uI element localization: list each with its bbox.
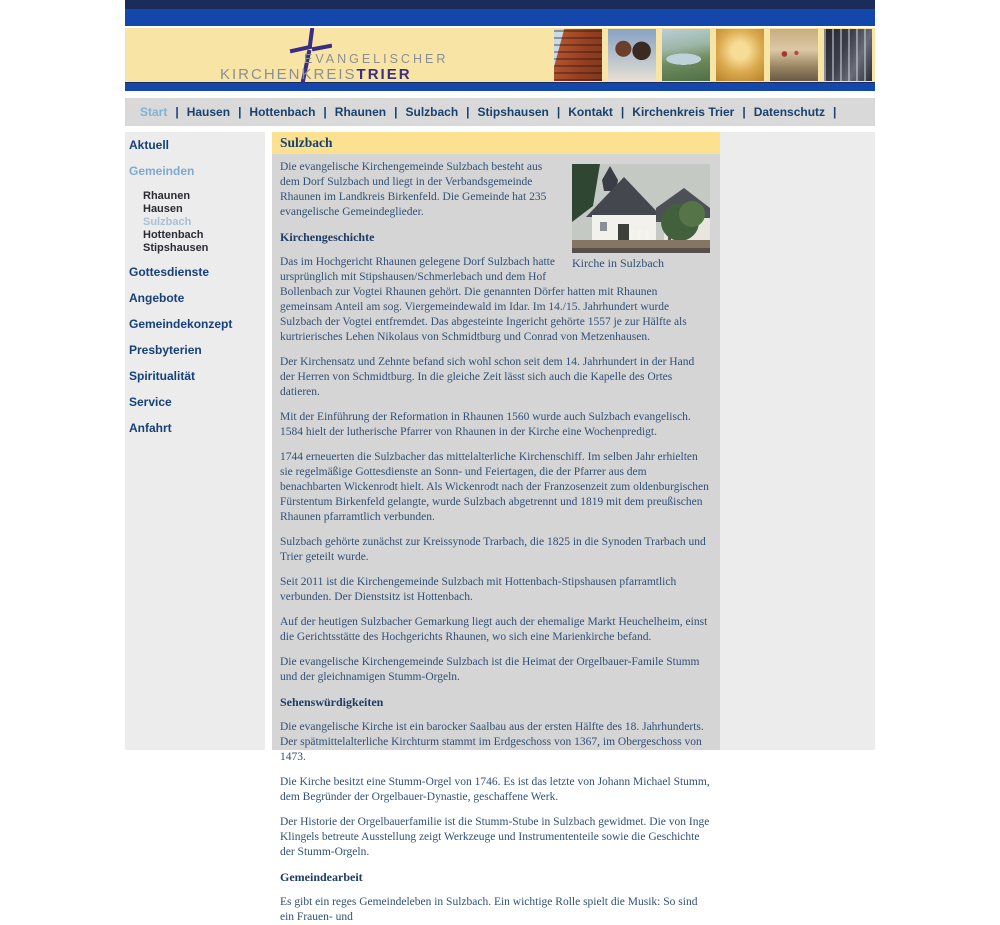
nav-separator: | bbox=[833, 105, 837, 119]
top-blue-bar bbox=[125, 9, 875, 26]
sidebar-item-service[interactable]: Service bbox=[129, 395, 172, 409]
nav-separator: | bbox=[394, 105, 398, 119]
section-heading-kirchengeschichte: Kirchengeschichte bbox=[280, 230, 375, 244]
paragraph-8: Auf der heutigen Sulzbacher Gemarkung liegt auch der ehemalige Markt Heuchelheim, einst die Gerichtsstätte des Hochgerichts Rhaunen, wo sich eine Marienkirche befand. bbox=[280, 616, 708, 643]
sidebar-item-anfahrt[interactable]: Anfahrt bbox=[129, 421, 172, 435]
sidebar-subitem-stipshausen[interactable]: Stipshausen bbox=[143, 242, 209, 254]
right-filler bbox=[720, 132, 875, 750]
sidebar bbox=[125, 132, 265, 750]
content-panel bbox=[272, 132, 720, 923]
sidebar-item-gemeindekonzept[interactable]: Gemeindekonzept bbox=[129, 317, 233, 331]
sidebar-submenu-gemeinden bbox=[143, 190, 265, 255]
nav-item-start[interactable]: Start bbox=[140, 105, 168, 119]
golden-fresco-photo bbox=[716, 29, 764, 81]
section-heading-sehensw-rdigkeiten: Sehenswürdigkeiten bbox=[280, 695, 384, 709]
church-photo-caption: Kirche in Sulzbach bbox=[572, 256, 664, 270]
paragraph-13: Der Historie der Orgelbauerfamilie ist die Stumm-Stube in Sulzbach gewidmet. Die von Inge Klingels betreute Ausstellung zeigt Werkzeuge und Instrumententeile sowie die Geschichte der Stumm-Orgeln. bbox=[280, 816, 710, 858]
nav-item-rhaunen[interactable]: Rhaunen bbox=[334, 105, 387, 119]
nav-separator: | bbox=[742, 105, 746, 119]
main-nav bbox=[125, 98, 875, 126]
nav-item-stipshausen[interactable]: Stipshausen bbox=[477, 105, 549, 119]
sidebar-item-aktuell[interactable]: Aktuell bbox=[129, 138, 170, 152]
header-photo-strip bbox=[554, 29, 872, 81]
brick-building-photo bbox=[554, 29, 602, 81]
paragraph-4: Mit der Einführung der Reformation in Rhaunen 1560 wurde auch Sulzbach evangelisch. 1584 hielt der lutherische Pfarrer von Rhaunen in der Kirche eine Wochenpredigt. bbox=[280, 411, 691, 438]
nav-separator: | bbox=[238, 105, 242, 119]
nav-separator: | bbox=[466, 105, 470, 119]
sidebar-item-angebote[interactable]: Angebote bbox=[129, 291, 185, 305]
sidebar-item-presbyterien[interactable]: Presbyterien bbox=[129, 343, 202, 357]
nav-item-hottenbach[interactable]: Hottenbach bbox=[249, 105, 316, 119]
sidebar-subitem-sulzbach[interactable]: Sulzbach bbox=[143, 216, 192, 228]
nav-separator: | bbox=[556, 105, 561, 119]
nav-item-datenschutz[interactable]: Datenschutz bbox=[753, 105, 826, 119]
nav-item-hausen[interactable]: Hausen bbox=[186, 105, 231, 119]
paragraph-7: Seit 2011 ist die Kirchengemeinde Sulzbach mit Hottenbach-Stipshausen pfarramtlich verbunden. Der Dienstsitz ist Hottenbach. bbox=[280, 576, 677, 603]
paragraph-5: 1744 erneuerten die Sulzbacher das mittelalterliche Kirchenschiff. Im selben Jahr erhielten sie regelmäßige Gottesdienste an Sonn- und Feiertagen, die der Pfarrer aus dem benachbarten Wickenrodt hielt. Als Wickenrodt nach der Franzosenzeit zum oldenburgischen Fürstentum Birkenfeld gelangte, wurde Sulzbach abgetrennt und 1819 mit dem preußischen Rhaunen pfarramtlich verbunden. bbox=[280, 451, 709, 523]
church-photo-figure bbox=[572, 164, 710, 271]
paragraph-9: Die evangelische Kirchengemeinde Sulzbach ist die Heimat der Orgelbauer-Famile Stumm und der gleichnamigen Stumm-Orgeln. bbox=[280, 656, 700, 683]
paragraph-3: Der Kirchensatz und Zehnte befand sich wohl schon seit dem 14. Jahrhundert in der Hand der Herren von Schmidtburg. In die gleiche Zeit lässt sich auch die Kapelle des Ortes datieren. bbox=[280, 356, 695, 398]
nav-separator: | bbox=[620, 105, 625, 119]
paragraph-15: Es gibt ein reges Gemeindeleben in Sulzbach. Ein wichtige Rolle spielt die Musik: So sind ein Frauen- und bbox=[280, 896, 698, 923]
lower-blue-bar bbox=[125, 83, 875, 91]
section-heading-gemeindearbeit: Gemeindearbeit bbox=[280, 870, 363, 884]
page-body bbox=[125, 132, 875, 923]
paragraph-0: Die evangelische Kirchengemeinde Sulzbach besteht aus dem Dorf Sulzbach und liegt in der Verbandsgemeinde Rhaunen im Landkreis Birkenfeld. Die Gemeinde hat 235 evangelische Gemeindeglieder. bbox=[280, 161, 547, 218]
site-logo[interactable] bbox=[220, 30, 520, 83]
content-area bbox=[272, 154, 720, 925]
nav-separator: | bbox=[175, 105, 179, 119]
church-photo bbox=[572, 164, 710, 253]
sidebar-subitem-hottenbach[interactable]: Hottenbach bbox=[143, 229, 204, 241]
nav-separator: | bbox=[323, 105, 327, 119]
sidebar-item-gemeinden[interactable]: Gemeinden bbox=[129, 164, 195, 178]
nav-item-sulzbach[interactable]: Sulzbach bbox=[405, 105, 459, 119]
paragraph-6: Sulzbach gehörte zunächst zur Kreissynode Trarbach, die 1825 in die Synoden Trarbach und Trier geteilt wurde. bbox=[280, 536, 706, 563]
nav-item-kirchenkreis-trier[interactable]: Kirchenkreis Trier bbox=[632, 105, 735, 119]
sidebar-item-gottesdienste[interactable]: Gottesdienste bbox=[129, 265, 210, 279]
organ-pipes-photo bbox=[824, 29, 872, 81]
divider bbox=[125, 91, 875, 98]
people-conversation-photo bbox=[608, 29, 656, 81]
sidebar-subitem-rhaunen[interactable]: Rhaunen bbox=[143, 190, 191, 202]
paragraph-11: Die evangelische Kirche ist ein barocker Saalbau aus der ersten Hälfte des 18. Jahrhunderts. Der spätmittelalterliche Kirchturm stammt im Erdgeschoss von 1367, im Obergeschoss von 1473. bbox=[280, 721, 704, 763]
top-navy-strip bbox=[125, 0, 875, 9]
paragraph-2: Das im Hochgericht Rhaunen gelegene Dorf Sulzbach hatte ursprünglich mit Stipshausen/Schmerlebach und dem Hof Bollenbach zur Vogtei Rhaunen gehört. Die genannten Dörfer hatten mit Rhaunen gemeinsam Anteil am sog. Viergemeindewald im Idar. Im 14./15. Jahrhundert wurde Sulzbach der Vogtei entfremdet. Das abgesteinte Ingericht gehörte 1557 je zur Hälfte als kurtrierisches Lehen Nikolaus von Schmidtburg und Conrad von Metzenhausen. bbox=[280, 256, 687, 343]
logo-text-line1: EVANGELISCHER bbox=[304, 52, 449, 66]
logo-text-line2: KIRCHENKREISTRIER bbox=[220, 66, 412, 83]
site-header bbox=[125, 28, 875, 82]
site-container bbox=[125, 0, 875, 923]
sidebar-item-spiritualit-t[interactable]: Spiritualität bbox=[129, 369, 196, 383]
page-title: Sulzbach bbox=[272, 132, 720, 154]
river-valley-photo bbox=[662, 29, 710, 81]
church-interior-photo bbox=[770, 29, 818, 81]
sidebar-subitem-hausen[interactable]: Hausen bbox=[143, 203, 183, 215]
paragraph-12: Die Kirche besitzt eine Stumm-Orgel von 1746. Es ist das letzte von Johann Michael Stumm, dem Begründer der Orgelbauer-Dynastie, geschaffene Werk. bbox=[280, 776, 710, 803]
nav-item-kontakt[interactable]: Kontakt bbox=[568, 105, 613, 119]
